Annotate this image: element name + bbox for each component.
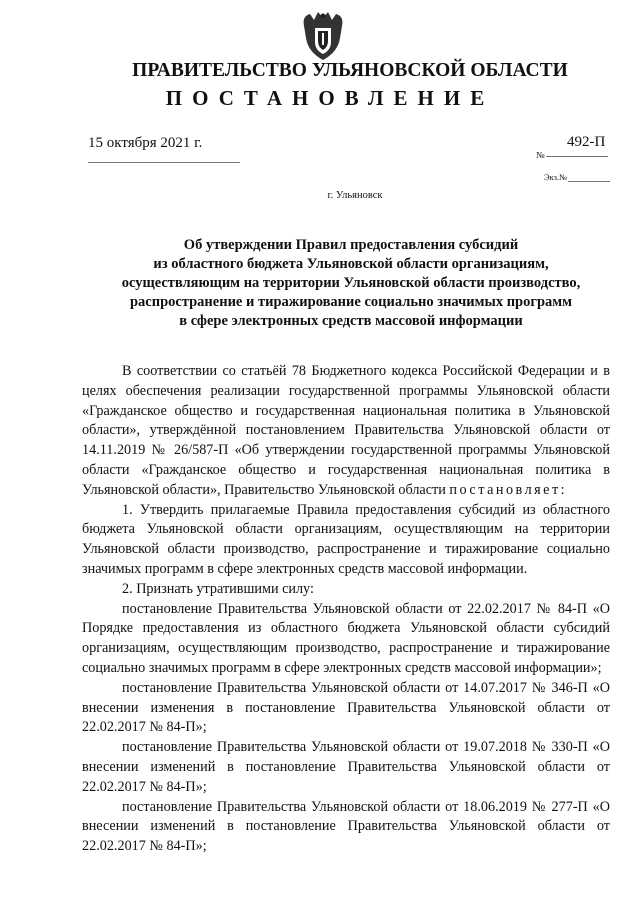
heading-line: распространение и тиражирование социально значимых программ [129,294,573,310]
heading-line: Об утверждении Правил предоставления субсидий [183,237,519,253]
copy-underline [568,181,610,182]
document-date: 15 октября 2021 г. [88,135,203,151]
paragraph: постановление Правительства Ульяновской области от 22.02.2017 № 84-П «О Порядке предоставления из областного бюджета Ульяновской области субсидий организациям, осуществляющим производство, распространение и тиражирование социально значимых программ в сфере электронных средств массовой информации»; [82,600,610,676]
paragraph-text: В соответствии со статьёй 78 Бюджетного кодекса Российской Федерации и в целях обеспечения реализации государственной программы Ульяновской области «Гражданское общество и государственная национальная политика в Ульяновской области», утверждённой постановлением Правительства Ульяновской области от 14.11.2019 № 26/587-П «Об утверждении государственной программы Ульяновской области «Гражданское общество и государственная национальная политика в Ульяновской области», Правительство Ульяновской области [82,363,610,498]
document-number: 492-П [567,134,606,150]
copy-label: Экз.№ [544,172,568,182]
city: г. Ульяновск [327,190,383,201]
heading-line: в сфере электронных средств массовой информации [179,313,523,329]
paragraph: постановление Правительства Ульяновской области от 18.06.2019 № 277-П «О внесении изменений в постановление Правительства Ульяновской области от 22.02.2017 № 84-П»; [82,798,610,855]
number-underline [546,156,608,157]
paragraph: 2. Признать утратившими силу: [122,580,314,597]
paragraph: постановление Правительства Ульяновской области от 14.07.2017 № 346-П «О внесении изменения в постановление Правительства Ульяновской области от 22.02.2017 № 84-П»; [82,679,610,736]
document-body [82,362,610,857]
paragraph: постановление Правительства Ульяновской области от 19.07.2018 № 330-П «О внесении изменений в постановление Правительства Ульяновской области от 22.02.2017 № 84-П»; [82,739,610,795]
heading-line: осуществляющим на территории Ульяновской области производство, [121,275,581,291]
document-type: ПОСТАНОВЛЕНИЕ [165,86,495,110]
coat-of-arms-icon [300,8,346,62]
paragraph [82,362,610,501]
document-heading [40,236,640,331]
decree-word: постановляет: [449,481,568,498]
government-title: ПРАВИТЕЛЬСТВО УЛЬЯНОВСКОЙ ОБЛАСТИ [132,60,568,81]
paragraph: 1. Утвердить прилагаемые Правила предоставления субсидий из областного бюджета Ульяновской области организациям, осуществляющим на территории Ульяновской области производство, распространение и тиражирование социально значимых программ в сфере электронных средств массовой информации. [82,501,610,577]
heading-line: из областного бюджета Ульяновской области организациям, [153,256,549,272]
date-underline [88,162,240,163]
number-sign: № [536,150,545,160]
